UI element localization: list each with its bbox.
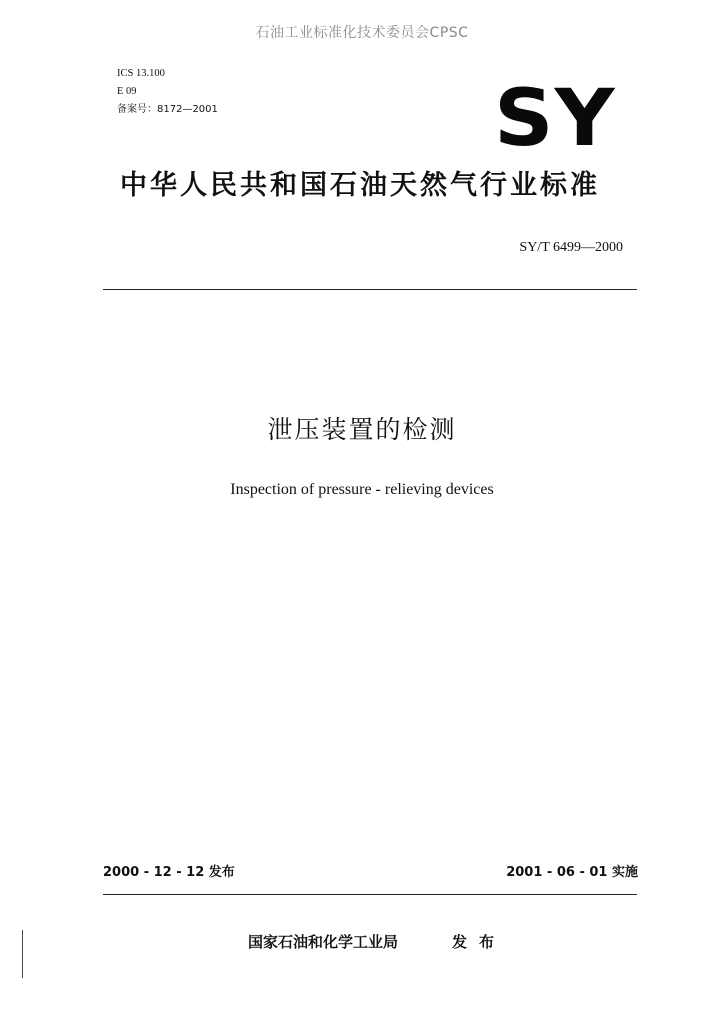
document-title-chinese: 泄压装置的检测 <box>267 415 457 444</box>
sy-logo: SY <box>494 74 616 164</box>
issue-date: 2000 - 12 - 12 发布 <box>103 865 235 880</box>
top-divider <box>103 289 637 290</box>
scan-edge-line <box>22 930 23 978</box>
issuing-authority: 国家石油和化学工业局 <box>248 933 399 951</box>
implementation-date: 2001 - 06 - 01 实施 <box>506 865 638 880</box>
bottom-divider <box>103 894 637 895</box>
document-title-english: Inspection of pressure - relieving devices <box>230 481 494 498</box>
watermark-text: 石油工业标准化技术委员会CPSC <box>255 25 469 41</box>
ics-code: ICS 13.100 <box>117 68 165 79</box>
organization-title: 中华人民共和国石油天然气行业标准 <box>120 170 600 201</box>
standard-code: SY/T 6499—2000 <box>519 240 623 255</box>
ccs-code: E 09 <box>117 86 137 97</box>
issue-label: 发布 <box>452 933 507 951</box>
filing-number: 备案号：8172—2001 <box>117 104 218 115</box>
